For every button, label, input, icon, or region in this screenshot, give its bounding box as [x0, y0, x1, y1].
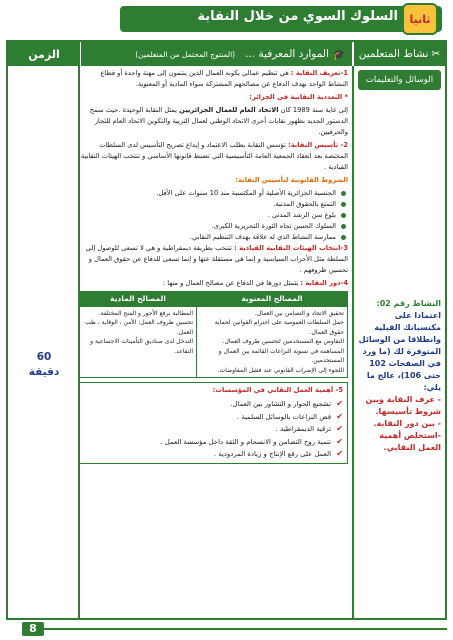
role-paragraph [79, 278, 348, 289]
page-title: السلوك السوي من خلال النقابة [197, 9, 398, 24]
table-row: حمل السلطات العمومية على احترام القوانين لحماية حقوق العمال. [214, 319, 344, 336]
page-number: 8 [22, 622, 44, 636]
importance-title: 5- أهمية العمل النقابي في المؤسسات: [212, 386, 343, 394]
title-badge: ثانيا [402, 3, 438, 35]
table-row: المساهمة في تسوية النزاعات القائمة بين العمال و المستخدمين. [218, 347, 344, 364]
graduation-cap-icon: 🎓 [332, 48, 346, 61]
resources-content [79, 68, 348, 464]
resources-header-sub: (المنتوج المحتمل من المتعلمين) [135, 49, 236, 59]
material-interests-cell [80, 306, 197, 378]
material-interests-header: المصالح المادية [80, 292, 197, 307]
footer-line [44, 628, 447, 630]
election-text: تنتخب بطريقة ديمقراطية و هي لا تسعى للوصول إلى السلطة مثل الأحزاب السياسية و إنما هي مستقلة عنها و إنما تسعى للدفاع عن حقوق العمال و تحسين ظروفهم . [85, 244, 348, 274]
interests-table [79, 291, 348, 378]
activity-instructions [358, 298, 441, 454]
moral-interests-header: المصالح المعنوية [197, 292, 348, 307]
activity-header [352, 42, 445, 66]
list-item: بلوغ سن الرشد المدني . [79, 210, 348, 221]
importance-list [84, 398, 343, 461]
list-item: ✔ العمل على رفع الإنتاج و زيادة المردودية . [84, 448, 343, 461]
time-unit: دقيقة [28, 366, 60, 378]
resources-header-label: الموارد المعرفية ... [245, 48, 329, 60]
list-item: ✔ ترقية الديمقراطية . [84, 423, 343, 436]
task-3: -استخلص أهمية العمل النقابي. [379, 431, 441, 452]
list-item: الجنسية الجزائرية الأصلية أو المكتسبة منذ 10 سنوات على الأقل. [79, 188, 348, 199]
conditions-list [79, 188, 348, 243]
pluralism-paragraph [79, 105, 348, 138]
resources-header [79, 42, 352, 66]
task-2: - بين دور النقابة. [373, 419, 441, 428]
activity-header-label: نشاط المتعلمين [358, 48, 429, 60]
founding-text: تؤسس النقابة بطلب الاعتماد و إيداع تصريح التأسيس لدى السلطات المختصة بعد انعقاد الجمعية العامة التأسيسية التي تضبط قانونها الأساسي و تنتخب الهيئات النقابية القيادية . [80, 141, 348, 171]
election-title: 3-انتخاب الهيئات النقابية القيادية : [234, 244, 348, 252]
definition-paragraph [79, 68, 348, 90]
means-subheader: الوسائل والتعليمات [358, 70, 441, 90]
definition-title: 1-تعريف النقابة : [290, 69, 348, 77]
time-column [8, 66, 80, 618]
list-item: ممارسة النشاط الذي له علاقة بهدف التنظيم النقابي. [79, 232, 348, 243]
importance-box [79, 382, 348, 464]
table-row: المطالبة برفع الأجور و المنح المختلفة. [98, 309, 193, 317]
table-row: التدخل لدى صناديق التأمينات الاجتماعية و التقاعد. [90, 338, 193, 355]
founding-paragraph [79, 140, 348, 173]
conditions-title: الشروط القانونية لتأسيس النقابة: [235, 176, 348, 184]
list-item: ✔ تنمية روح التضامن و الانسجام و الثقة داخل مؤسسة العمل . [84, 436, 343, 449]
table-row: تحسين ظروف العمل: الأمن ، الوقاية ، طب العمل. [85, 319, 193, 336]
pluralism-text-c: يمثل النقابة الوحيدة .حيث سمح الدستور الجديد بظهور نقابات أخرى الاتحاد الوطني لعمال التربية والتكوين الاتحاد العام للتجار والحرفيين. [89, 106, 348, 136]
task-1: - عرف النقابة وبين شروط تأسيسها. [365, 395, 441, 416]
list-item: السلوك الحسن تجاه الثورة التحريرية الكبرى. [79, 221, 348, 232]
role-title: 4-دور النقابة : [300, 279, 348, 287]
pluralism-title: * التعددية النقابية في الجزائر: [249, 93, 348, 101]
activity-column [352, 66, 445, 618]
activity-label: النشاط رقم 02: [376, 299, 441, 308]
activity-text: اعتمادا على مكتسباتك القبلية وانطلاقا من الوسائل المتوفرة لك (ما ورد في الصفحات 102 حتى 106)، عالج ما يلي: [358, 311, 441, 392]
tools-icon: ✂ [431, 48, 441, 60]
pluralism-text-b: الاتحاد العام للعمال الجزائريين [179, 106, 279, 114]
time-header: الزمن [8, 42, 80, 66]
lesson-table [6, 40, 447, 620]
table-row: التفاوض مع المستخدمين لتحسين ظروف العمال. [222, 338, 344, 345]
pluralism-text-a: إلى غاية سنة 1989 كان [280, 106, 348, 114]
table-row: اللجوء إلى الإضراب القانوني عند فشل المفاوضات. [217, 366, 344, 374]
definition-text: هي تنظيم عمالي يكونه العمال الذين ينتمون إلى مهنة واحدة أو قطاع النشاط الواحد بهدف الدفاع عن مصالحهم المشتركة سواء المادية أو المعنوية. [100, 69, 348, 88]
moral-interests-cell [197, 306, 348, 378]
time-number: 60 [36, 351, 52, 363]
list-item: ✔ فض النزاعات بالوسائل السلمية . [84, 411, 343, 424]
role-text: يتمثل دورها في الدفاع عن مصالح العمال و منها : [162, 279, 299, 287]
list-item: ✔ تشجيع الحوار و التشاور بين العمال. [84, 398, 343, 411]
time-value [8, 350, 80, 380]
title-bar [120, 6, 442, 32]
table-row: تحقيق الاتحاد و التضامن بين العمال. [254, 309, 344, 317]
list-item: التمتع بالحقوق المدنية. [79, 199, 348, 210]
election-paragraph [79, 243, 348, 276]
founding-title: 2- تأسيس النقابة: [288, 141, 348, 149]
